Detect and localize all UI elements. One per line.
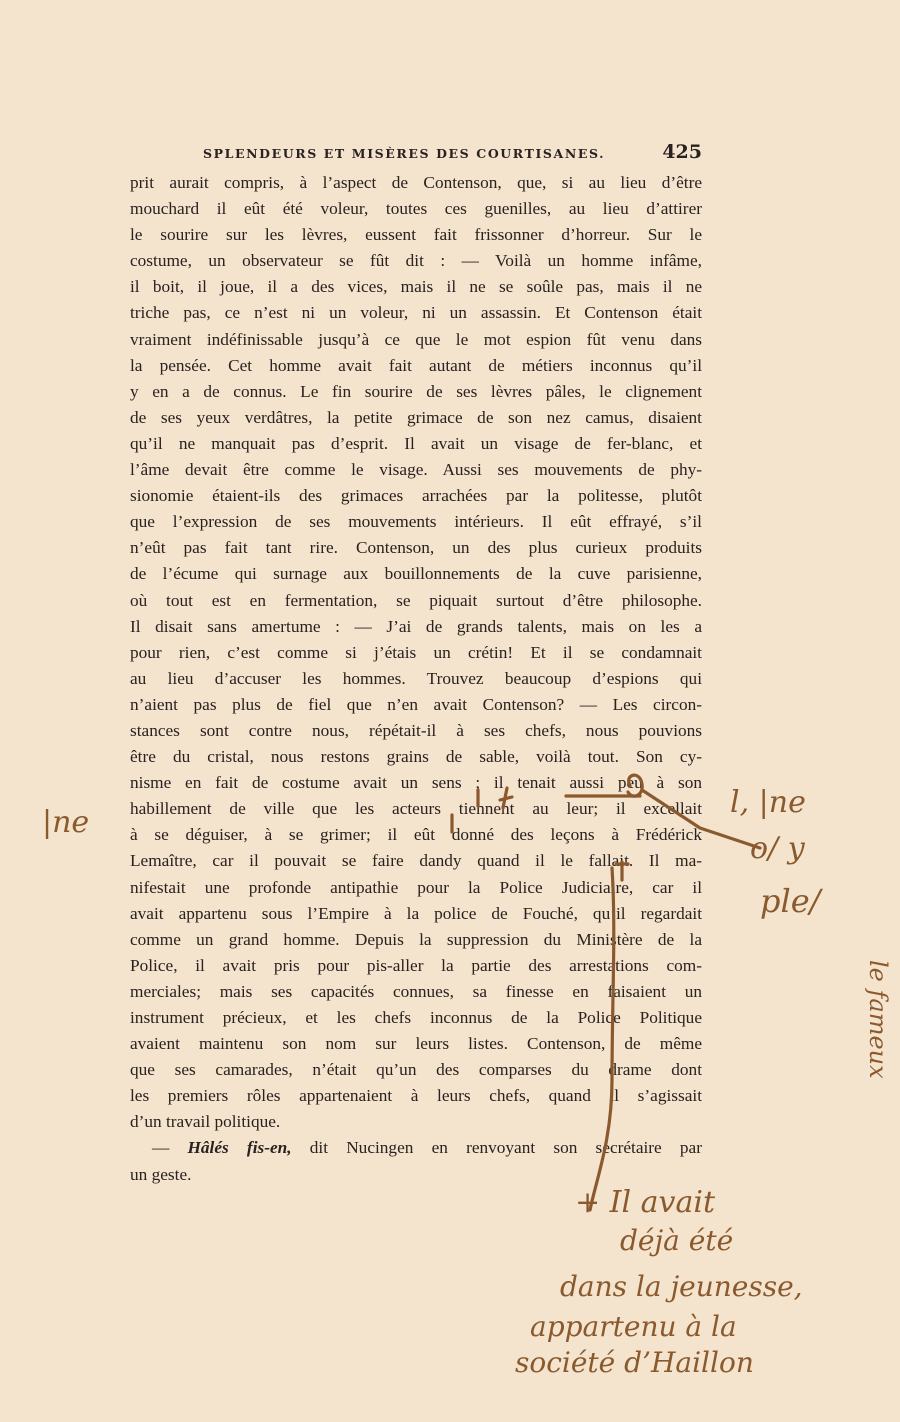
bottom-note-1: + Il avait: [575, 1185, 716, 1220]
text-line: être du cristal, nous restons grains de sable, voilà tout. Son cy-: [130, 747, 702, 767]
text-line: n’aient pas plus de fiel que n’en avait Contenson? — Les circon-: [130, 694, 702, 714]
page-number: 425: [662, 141, 702, 163]
text-line: que ses camarades, n’était qu’un des comparses du drame dont: [130, 1060, 702, 1080]
right-margin-note-3: ple/: [760, 882, 821, 920]
vertical-margin-note: le fameux: [864, 960, 892, 1079]
text-line: nifestait une profonde antipathie pour la Police Judiciaire, car il: [130, 877, 702, 897]
bottom-note-3: dans la jeunesse,: [560, 1270, 803, 1303]
text-line: la pensée. Cet homme avait fait autant de métiers inconnus qu’il: [130, 355, 702, 375]
text-line: Lemaître, car il pouvait se faire dandy quand il le fallait. Il ma-: [130, 851, 702, 871]
text-line: que l’expression de ses mouvements intérieurs. Il eût effrayé, s’il: [130, 512, 702, 532]
loop-mark: [628, 775, 642, 796]
text-line: mouchard il eût été voleur, toutes ces guenilles, au lieu d’attirer: [130, 199, 702, 219]
right-margin-note-2: o/ y: [750, 831, 805, 866]
bottom-note-2: déjà été: [620, 1224, 734, 1257]
text-line: un geste.: [130, 1164, 192, 1184]
text-line: avaient maintenu son nom sur leurs listes. Contenson, de même: [130, 1034, 702, 1054]
bottom-note-5: société d’Haillon: [515, 1346, 754, 1379]
right-margin-note-1: l, |ne: [730, 785, 806, 820]
text-line: costume, un observateur se fût dit : — Voilà un homme infâme,: [130, 251, 702, 271]
text-line: y en a de connus. Le fin sourire de ses lèvres pâles, le clignement: [130, 381, 702, 401]
text-line: qu’il ne manquait pas d’esprit. Il avait un visage de fer-blanc, et: [130, 433, 702, 453]
text-line: l’âme devait être comme le visage. Aussi ses mouvements de phy-: [130, 460, 702, 480]
text-line: triche pas, ce n’est ni un voleur, ni un assassin. Et Contenson était: [130, 303, 702, 323]
vertical-guide-line: [590, 868, 614, 1210]
text-line: au lieu d’accuser les hommes. Trouvez beaucoup d’espions qui: [130, 668, 702, 688]
text-line: habillement de ville que les acteurs tiennent au leur; il excellait: [130, 799, 702, 819]
text-line: comme un grand homme. Depuis la suppression du Ministère de la: [130, 929, 702, 949]
text-line: où tout est en fermentation, se piquait surtout d’être philosophe.: [130, 590, 702, 610]
text-line: vraiment indéfinissable jusqu’à ce que le mot espion fût venu dans: [130, 329, 702, 349]
text-line: les premiers rôles appartenaient à leurs chefs, quand il s’agissait: [130, 1086, 702, 1106]
text-line: instrument précieux, et les chefs inconnus de la Police Politique: [130, 1008, 702, 1027]
text-line: de ses yeux verdâtres, la petite grimace de son nez camus, disaient: [130, 407, 702, 427]
dialogue-speech: Hâlés fis-en,: [187, 1138, 292, 1158]
dialogue-line: — Hâlés fis-en, dit Nucingen en renvoyant son secrétaire par: [152, 1138, 702, 1158]
text-line: à se déguiser, à se grimer; il eût donné des leçons à Frédérick: [130, 825, 702, 845]
text-line: stances sont contre nous, répétait-il à ses chefs, nous pouvions: [130, 720, 702, 740]
text-line: le sourire sur les lèvres, eussent fait frissonner d’horreur. Sur le: [130, 225, 702, 245]
left-margin-note: |ne: [42, 805, 90, 840]
dialogue-rest: dit Nucingen en renvoyant son secrétaire par: [291, 1138, 702, 1158]
bottom-note-4: appartenu à la: [530, 1310, 737, 1343]
text-line: n’eût pas fait tant rire. Contenson, un des plus curieux produits: [130, 538, 702, 558]
insertion-mark: [616, 862, 628, 880]
running-title: SPLENDEURS ET MISÈRES DES COURTISANES.: [203, 146, 606, 161]
text-line: Police, il avait pris pour pis-aller la partie des arrestations com-: [130, 955, 702, 975]
text-line: Il disait sans amertume : — J’ai de grands talents, mais on les a: [130, 616, 702, 636]
text-line: prit aurait compris, à l’aspect de Contenson, que, si au lieu d’être: [130, 173, 702, 192]
text-line: pour rien, c’est comme si j’étais un crétin! Et il se condamnait: [130, 642, 702, 662]
text-line: nisme en fait de costume avait un sens ; il tenait aussi peu à son: [130, 773, 702, 793]
text-line: il boit, il joue, il a des vices, mais il ne se soûle pas, mais il ne: [130, 277, 702, 297]
text-line: sionomie étaient-ils des grimaces arrachées par la politesse, plutôt: [130, 486, 702, 506]
text-line: merciales; mais ses capacités connues, sa finesse en faisaient un: [130, 981, 702, 1001]
text-line: de l’écume qui surnage aux bouillonnements de la cuve parisienne,: [130, 564, 702, 584]
insertion-mark: [500, 788, 512, 808]
text-line: avait appartenu sous l’Empire à la police de Fouché, qu’il regardait: [130, 903, 702, 923]
text-line: d’un travail politique.: [130, 1112, 281, 1132]
